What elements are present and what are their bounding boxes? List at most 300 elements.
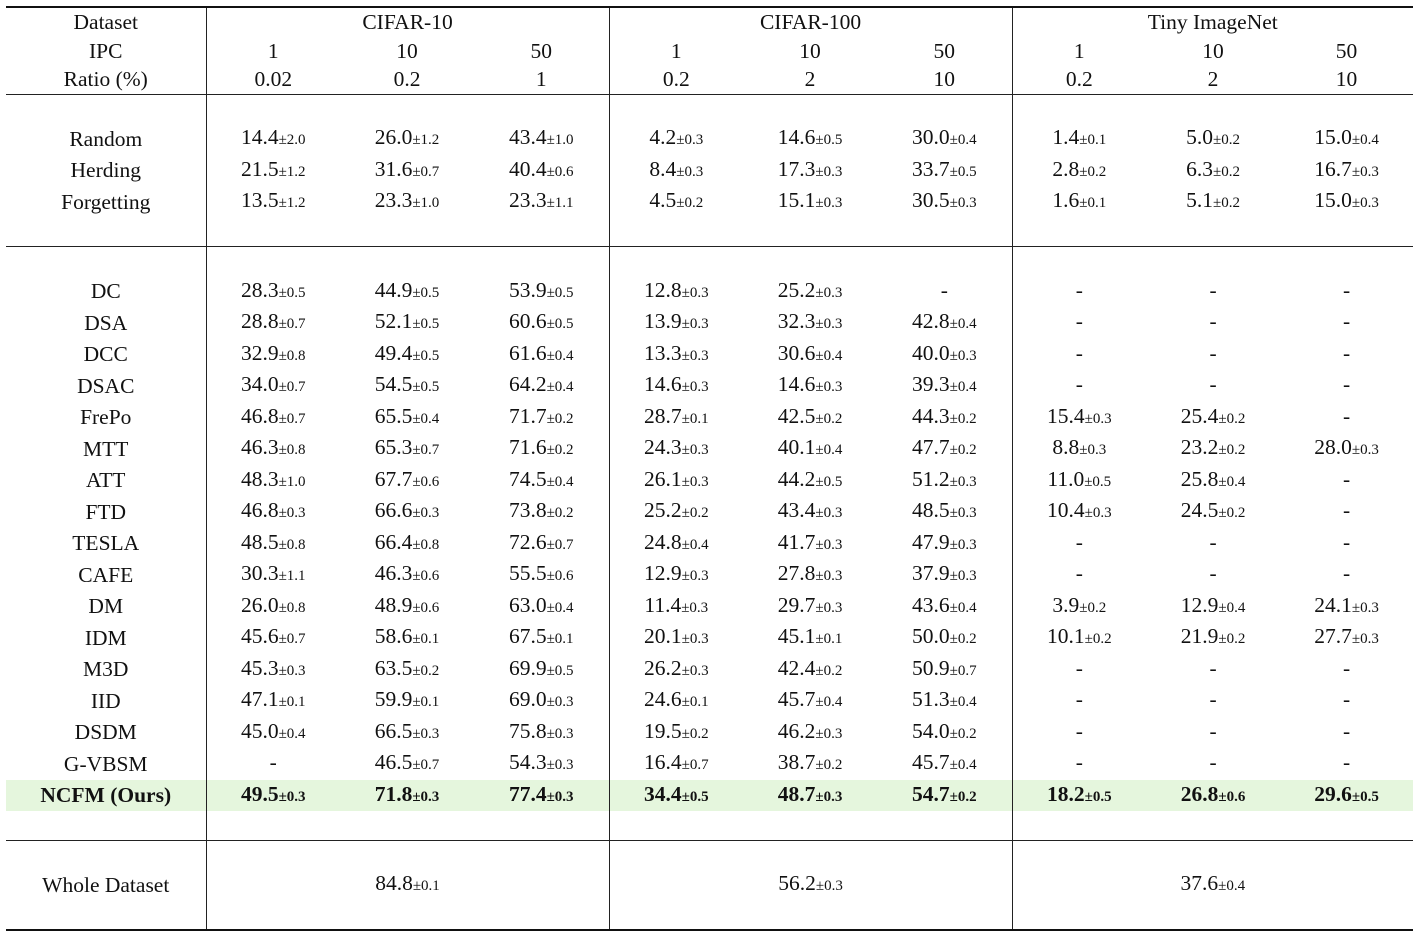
score-mean: 44.3 [911,403,950,428]
score-std: ±1.2 [278,163,306,180]
score-cell [609,339,743,371]
score-cell [743,155,877,187]
score-mean: 54.5 [374,372,413,396]
header-ratio: 2 [1207,67,1219,91]
score-cell [474,155,609,187]
score-mean: - [1342,529,1351,554]
header-ipc: 1 [267,38,279,63]
score-std: ±1.0 [412,195,440,211]
score-cell [743,654,877,686]
score-std: ±0.3 [949,473,977,490]
method-row [6,402,1413,434]
score-cell [743,339,877,371]
score-cell [474,496,609,528]
method-name: Forgetting [6,186,206,218]
score-mean: 8.4 [649,156,677,181]
score-mean: - [1342,750,1351,774]
score-cell [474,559,609,591]
header-ipc: 10 [396,38,418,63]
score-cell [743,622,877,654]
score-std: ±0.1 [412,878,440,894]
score-cell [1280,622,1413,654]
score-std: ±0.3 [949,505,977,521]
score-cell [877,717,1012,749]
score-mean: 64.2 [508,372,547,396]
score-cell [877,123,1012,155]
score-cell [474,591,609,623]
score-cell [1280,433,1413,465]
score-cell [877,402,1012,434]
score-cell [1012,370,1146,402]
score-mean: 47.1 [240,687,279,711]
score-std: ±0.4 [815,442,843,458]
score-std: ±0.2 [1212,163,1240,180]
score-std: ±0.3 [815,379,843,395]
score-cell [340,559,474,591]
score-std: ±0.2 [815,662,843,679]
score-mean: - [940,277,948,302]
spacer-cell [1280,247,1413,276]
score-mean: 44.2 [777,466,816,491]
score-std: ±0.6 [412,568,440,584]
score-cell [877,528,1012,560]
score-mean: 84.8 [375,871,413,895]
score-mean: - [1209,561,1217,585]
spacer-cell [474,247,609,276]
score-std: ±0.5 [412,284,440,301]
score-cell [743,465,877,497]
score-mean: 54.7 [911,781,950,806]
spacer-cell [743,94,877,123]
spacer-cell [340,840,474,869]
score-std: ±0.3 [815,316,843,332]
score-std: ±0.4 [546,599,574,616]
method-name: DCC [6,339,206,371]
score-mean: 66.4 [374,529,413,554]
spacer-cell [1146,218,1280,247]
score-mean: - [1342,309,1351,333]
score-cell [1012,433,1146,465]
score-cell [1012,496,1146,528]
score-mean: 48.5 [911,498,950,522]
score-mean: 14.4 [240,125,279,149]
spacer-cell [877,247,1012,276]
score-std: ±0.1 [1079,132,1107,148]
score-mean: 32.9 [240,340,279,365]
score-std: ±0.3 [546,694,574,710]
score-std: ±1.1 [278,568,306,584]
score-mean: 45.3 [240,655,279,680]
spacer-cell [340,811,474,840]
score-cell [609,717,743,749]
score-std: ±0.3 [815,568,843,584]
score-std: ±0.3 [815,788,843,805]
score-cell [743,496,877,528]
score-std: ±0.2 [1079,163,1107,180]
score-mean: 65.3 [374,435,413,459]
score-cell [609,622,743,654]
score-cell [1146,276,1280,308]
score-std: ±0.3 [681,347,709,364]
score-mean: - [1342,277,1351,302]
score-cell [1146,465,1280,497]
score-std: ±1.2 [278,195,306,211]
score-std: ±2.0 [278,132,306,148]
score-std: ±0.7 [681,757,709,773]
score-mean: 65.5 [374,403,413,428]
score-mean: 51.3 [911,687,950,711]
score-mean: 5.0 [1186,125,1213,149]
method-name: Random [6,123,206,155]
score-cell [1280,370,1413,402]
score-mean: - [1342,655,1351,680]
score-std: ±0.8 [278,442,306,458]
score-std: ±0.2 [1218,505,1246,521]
score-mean: 71.7 [508,403,547,428]
score-cell [1012,339,1146,371]
table-body [6,7,1413,930]
score-mean: - [1075,718,1083,743]
score-std: ±0.2 [412,662,440,679]
score-mean: 54.3 [508,750,547,774]
score-mean: - [1075,309,1083,333]
method-row [6,528,1413,560]
score-std: ±0.6 [546,163,574,180]
score-cell [877,186,1012,218]
spacer-cell [877,811,1012,840]
score-std: ±0.5 [546,662,574,679]
score-mean: 14.6 [777,372,816,396]
score-mean: 73.8 [508,498,547,522]
row-spacer [6,901,1413,931]
score-cell [877,339,1012,371]
score-cell [1280,654,1413,686]
score-mean: 16.4 [643,750,682,774]
score-mean: 24.6 [643,687,682,711]
score-mean: 15.4 [1046,403,1085,428]
score-std: ±0.8 [278,347,306,364]
score-std: ±0.5 [546,316,574,332]
spacer-cell [1012,94,1146,123]
spacer-cell [474,94,609,123]
highlighted-method-row [6,780,1413,812]
score-std: ±0.2 [676,195,704,211]
score-cell [1280,402,1413,434]
score-std: ±0.5 [278,284,306,301]
score-cell [1012,654,1146,686]
spacer-cell [206,94,340,123]
spacer-cell [877,840,1012,869]
spacer-cell [609,840,743,869]
spacer-cell [206,811,340,840]
score-cell [1146,654,1280,686]
score-cell [206,402,340,434]
score-cell [1280,307,1413,339]
score-mean: 26.8 [1180,781,1219,806]
score-std: ±0.2 [681,505,709,521]
score-cell [1146,433,1280,465]
spacer-cell [1280,840,1413,869]
spacer-cell [743,218,877,247]
method-row [6,339,1413,371]
spacer-cell [6,247,206,276]
score-cell [474,748,609,780]
header-ipc: 50 [474,37,609,66]
spacer-cell [206,901,340,931]
score-cell [877,433,1012,465]
score-std: ±0.2 [546,442,574,458]
score-mean: - [1075,750,1083,774]
score-mean: - [1209,372,1217,396]
header-ipc: 10 [799,38,821,63]
spacer-cell [206,840,340,869]
score-std: ±0.3 [681,599,709,616]
score-cell [206,155,340,187]
score-mean: 46.8 [240,403,279,428]
score-std: ±0.7 [278,410,306,427]
score-cell [877,276,1012,308]
score-mean: 48.7 [777,781,816,806]
header-ipc: 10 [1202,38,1224,63]
score-cell [1012,276,1146,308]
score-mean: 26.0 [240,592,279,617]
score-std: ±0.7 [278,316,306,332]
score-mean: 26.2 [643,655,682,680]
score-cell [474,307,609,339]
score-cell [206,496,340,528]
spacer-cell [1012,840,1146,869]
score-std: ±0.7 [949,662,977,679]
method-row [6,654,1413,686]
score-mean: 10.1 [1046,624,1085,648]
spacer-cell [609,247,743,276]
score-mean: 2.8 [1052,156,1080,181]
score-mean: 45.1 [777,624,816,648]
score-cell [206,339,340,371]
method-name: IID [6,685,206,717]
score-mean: 30.0 [911,125,950,149]
spacer-cell [6,218,206,247]
score-mean: 26.1 [643,466,682,491]
score-mean: 43.4 [777,498,816,522]
score-std: ±0.3 [815,284,843,301]
score-mean: 25.8 [1180,466,1219,491]
score-std: ±0.4 [949,757,977,773]
score-std: ±0.4 [949,316,977,332]
score-cell [206,780,340,812]
score-std: ±0.7 [412,757,440,773]
spacer-cell [609,218,743,247]
score-mean: 30.5 [911,188,950,212]
method-name: IDM [6,622,206,654]
score-cell [1012,622,1146,654]
score-std: ±0.2 [815,757,843,773]
whole-dataset-label: Whole Dataset [6,869,206,901]
score-cell [1012,559,1146,591]
score-mean: 47.7 [911,435,950,459]
score-mean: 69.0 [508,687,547,711]
score-mean: 13.9 [643,309,682,333]
header-row-ratio [6,65,1413,94]
score-std: ±0.7 [278,379,306,395]
score-std: ±0.3 [1351,442,1379,458]
score-cell [206,276,340,308]
score-mean: 12.9 [643,561,682,585]
header-ipc: 50 [877,37,1012,66]
score-cell [877,748,1012,780]
score-cell [877,654,1012,686]
spacer-cell [6,901,206,931]
score-mean: 12.9 [1180,592,1219,617]
score-mean: - [1342,718,1351,743]
score-cell [877,591,1012,623]
score-cell [743,559,877,591]
score-std: ±0.8 [278,536,306,553]
score-cell [1146,339,1280,371]
score-std: ±0.6 [1218,788,1246,805]
score-std: ±0.4 [815,347,843,364]
score-std: ±0.3 [1351,599,1379,616]
score-cell [1012,685,1146,717]
score-std: ±0.2 [949,725,977,742]
score-mean: 25.2 [643,498,682,522]
score-mean: 48.5 [240,529,279,554]
score-mean: 40.0 [911,340,950,365]
header-ratio: 1 [474,65,609,94]
score-cell [1280,155,1413,187]
score-std: ±0.3 [546,725,574,742]
row-spacer [6,840,1413,869]
score-std: ±0.1 [412,631,440,647]
score-std: ±0.3 [681,473,709,490]
score-std: ±0.4 [949,599,977,616]
score-cell [1146,780,1280,812]
score-cell [743,276,877,308]
score-mean: 45.0 [240,718,279,743]
score-cell [877,559,1012,591]
score-cell [609,748,743,780]
score-cell [1012,465,1146,497]
score-mean: 77.4 [508,781,547,806]
spacer-cell [1146,840,1280,869]
score-std: ±0.1 [815,631,843,647]
score-mean: 43.4 [508,125,547,149]
score-mean: 8.8 [1052,435,1080,459]
score-mean: 47.9 [911,529,950,554]
score-mean: 17.3 [777,156,816,181]
score-mean: 42.4 [777,655,816,680]
spacer-cell [1012,218,1146,247]
score-mean: 75.8 [508,718,547,743]
score-cell [474,717,609,749]
score-std: ±0.3 [1079,442,1107,458]
method-row [6,685,1413,717]
score-cell [877,370,1012,402]
score-std: ±0.4 [412,410,440,427]
score-cell [340,307,474,339]
spacer-cell [340,247,474,276]
score-mean: 26.0 [374,125,413,149]
header-ratio: 0.02 [254,67,293,91]
score-mean: 61.6 [508,340,547,365]
spacer-cell [609,811,743,840]
score-std: ±0.3 [681,379,709,395]
score-std: ±0.4 [815,694,843,710]
score-cell [1280,685,1413,717]
spacer-cell [474,840,609,869]
score-cell [1146,155,1280,187]
score-std: ±0.2 [546,505,574,521]
header-group-cifar10: CIFAR-10 [206,7,609,37]
score-mean: 48.9 [374,592,413,617]
score-mean: 5.1 [1186,188,1213,212]
score-std: ±0.3 [1351,195,1379,211]
score-std: ±0.3 [412,505,440,521]
score-std: ±0.2 [681,725,709,742]
score-mean: 13.3 [643,340,682,365]
score-std: ±0.3 [546,757,574,773]
score-cell [1012,591,1146,623]
header-ratio: 0.2 [662,67,690,91]
score-std: ±0.3 [1351,631,1379,647]
spacer-cell [1280,811,1413,840]
score-std: ±0.1 [681,410,709,427]
score-cell [340,433,474,465]
header-row-dataset [6,7,1413,37]
score-std: ±0.5 [412,347,440,364]
method-name: FTD [6,496,206,528]
score-mean: 37.6 [1180,871,1219,895]
score-cell [609,685,743,717]
spacer-cell [1012,247,1146,276]
score-mean: 23.3 [508,188,547,212]
score-std: ±0.5 [412,316,440,332]
score-mean: 29.7 [777,592,816,617]
score-cell [743,685,877,717]
score-mean: - [1075,340,1083,365]
score-std: ±0.8 [278,599,306,616]
score-cell [1280,748,1413,780]
score-cell [1146,559,1280,591]
score-cell [609,276,743,308]
score-cell [206,370,340,402]
score-cell [340,748,474,780]
score-cell [206,186,340,218]
score-cell [1146,717,1280,749]
header-ratio: 2 [804,67,816,91]
score-std: ±0.3 [676,132,704,148]
score-mean: 67.7 [374,466,413,491]
score-mean: 14.6 [777,125,816,149]
score-std: ±0.3 [1351,163,1379,180]
score-mean: 49.4 [374,340,413,365]
score-std: ±0.5 [1084,788,1112,805]
score-cell [877,155,1012,187]
header-ratio: 0.2 [1065,67,1093,91]
spacer-cell [1146,811,1280,840]
score-mean: - [1209,340,1217,365]
score-std: ±0.7 [412,442,440,458]
score-std: ±0.6 [412,599,440,616]
score-mean: 53.9 [508,277,547,302]
score-cell [474,622,609,654]
method-row [6,591,1413,623]
score-mean: - [1209,277,1217,302]
score-cell [1012,123,1146,155]
score-cell [1146,748,1280,780]
score-cell [1146,307,1280,339]
score-mean: 40.1 [777,435,816,459]
